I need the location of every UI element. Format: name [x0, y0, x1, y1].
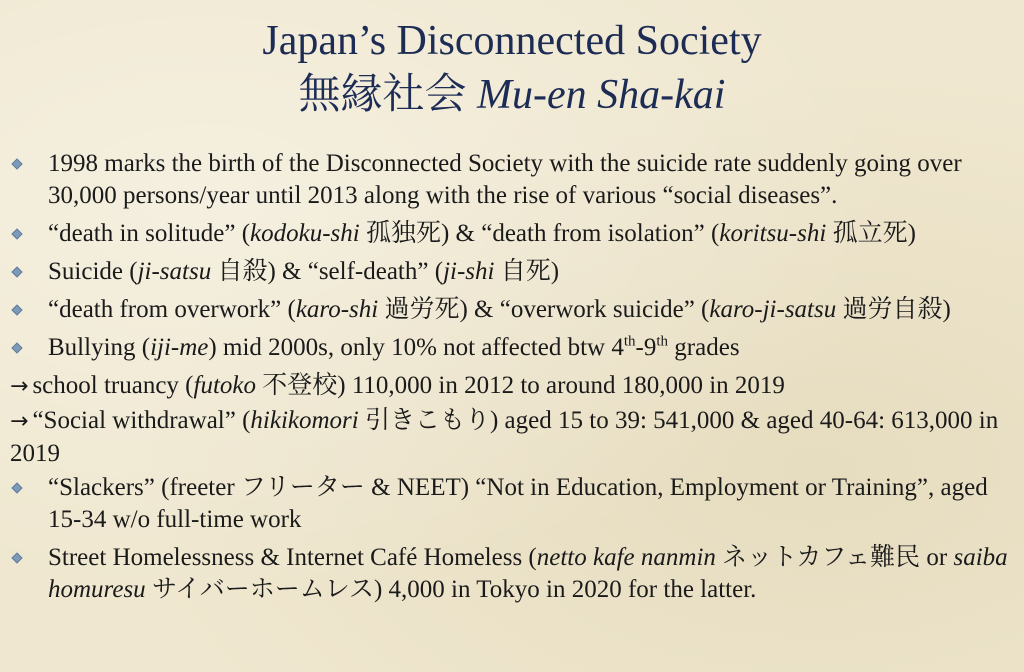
- item-text: “death in solitude” (: [48, 220, 251, 247]
- romaji-term: koritsu-shi: [719, 220, 827, 247]
- arrow-list-item: [0, 370, 1024, 403]
- slide-title: Japan’s Disconnected Society: [262, 18, 762, 64]
- item-text: 過労死) & “overwork suicide” (: [378, 296, 710, 323]
- item-text: Bullying (: [48, 334, 151, 361]
- romaji-term: futoko: [193, 372, 256, 399]
- bullet-list-item: [0, 472, 1024, 536]
- item-text: 自殺) & “self-death” (: [211, 258, 444, 285]
- item-text: -9: [635, 334, 657, 361]
- right-arrow-icon: →: [10, 409, 29, 434]
- diamond-bullet-icon: [11, 304, 22, 315]
- romaji-term: iji-me: [150, 334, 209, 361]
- romaji-term: kodoku-shi: [250, 220, 360, 247]
- arrow-list-item: [0, 405, 1024, 470]
- romaji-term: karo-ji-satsu: [709, 296, 837, 323]
- subtitle-romaji: Mu-en Sha-kai: [477, 72, 726, 118]
- right-arrow-icon: →: [10, 374, 29, 399]
- diamond-bullet-icon: [11, 158, 22, 169]
- bullet-list: [0, 148, 1024, 612]
- slide-subtitle: [0, 74, 1024, 116]
- item-text: サイバーホームレス) 4,000 in Tokyo in 2020 for the latter.: [145, 576, 757, 603]
- item-text: Street Homelessness & Internet Café Homeless (: [48, 544, 537, 571]
- bullet-list-item: [0, 294, 1024, 326]
- item-text: school truancy (: [32, 372, 194, 399]
- bullet-list-item: [0, 148, 1024, 212]
- item-text: ) mid 2000s, only 10% not affected btw 4: [208, 334, 624, 361]
- item-text: ネットカフェ難民 or: [715, 544, 954, 571]
- item-text: 孤立死): [826, 220, 916, 247]
- romaji-term: saiba homuresu: [48, 544, 1008, 603]
- item-text: “death from overwork” (: [48, 296, 296, 323]
- romaji-term: hikikomori: [250, 407, 359, 434]
- item-text: 自死): [494, 258, 560, 285]
- item-text: 1998 marks the birth of the Disconnected Society with the suicide rate suddenly going over 30,000 persons/year until 2013 along with the rise of various “social diseases”.: [48, 150, 962, 209]
- bullet-list-item: [0, 542, 1024, 606]
- diamond-bullet-icon: [11, 266, 22, 277]
- romaji-term: karo-shi: [295, 296, 379, 323]
- bullet-list-item: [0, 256, 1024, 288]
- bullet-list-item: [0, 332, 1024, 364]
- romaji-term: netto kafe nanmin: [536, 544, 716, 571]
- diamond-bullet-icon: [11, 342, 22, 353]
- diamond-bullet-icon: [11, 552, 22, 563]
- romaji-term: ji-satsu: [137, 258, 212, 285]
- superscript-text: th: [656, 333, 669, 350]
- item-text: 引きこもり) aged 15 to 39: 541,000 & aged 40-64: 613,000 in 2019: [10, 407, 999, 467]
- item-text: “Slackers” (freeter フリーター & NEET) “Not in Education, Employment or Training”, aged 15-34 w/o full-time work: [48, 474, 988, 533]
- diamond-bullet-icon: [11, 482, 22, 493]
- item-text: Suicide (: [48, 258, 138, 285]
- superscript-text: th: [623, 333, 636, 350]
- item-text: grades: [668, 334, 740, 361]
- item-text: 不登校) 110,000 in 2012 to around 180,000 in 2019: [256, 372, 785, 399]
- subtitle-kanji: 無縁社会: [298, 72, 467, 118]
- diamond-bullet-icon: [11, 228, 22, 239]
- bullet-list-item: [0, 218, 1024, 250]
- item-text: “Social withdrawal” (: [32, 407, 251, 434]
- item-text: 過労自殺): [836, 296, 951, 323]
- romaji-term: ji-shi: [443, 258, 495, 285]
- item-text: 孤独死) & “death from isolation” (: [359, 220, 720, 247]
